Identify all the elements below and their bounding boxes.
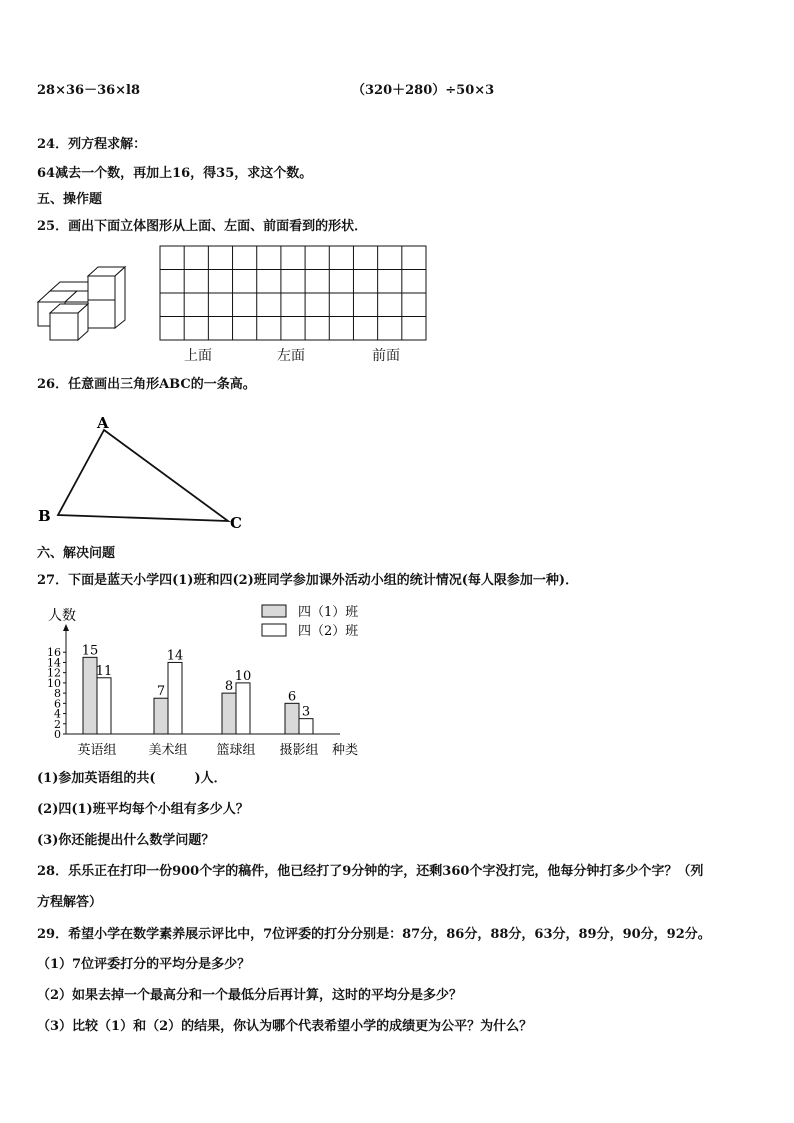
- bar: [236, 683, 250, 734]
- bar-value-label: 6: [287, 689, 297, 705]
- q28-line2: 方程解答）: [37, 895, 103, 910]
- y-tick-label: 14: [47, 656, 61, 670]
- vertex-a-label: A: [97, 414, 109, 432]
- q27-sub2: (2)四(1)班平均每个小组有多少人？: [37, 802, 249, 817]
- bar-value-label: 3: [301, 704, 311, 720]
- x-axis-label: 种类: [332, 743, 359, 758]
- legend-swatch: [262, 624, 286, 636]
- bar-value-label: 10: [234, 668, 252, 684]
- q27-sub1: (1)参加英语组的共( )人．: [37, 771, 227, 786]
- q29-sub2: （2）如果去掉一个最高分和一个最低分后再计算，这时的平均分是多少？: [37, 988, 463, 1003]
- vertex-b-label: B: [38, 507, 51, 525]
- category-label: 美术组: [148, 743, 188, 758]
- q27-title: 27．下面是蓝天小学四(1)班和四(2)班同学参加课外活动小组的统计情况(每人限参加一种)．: [37, 573, 579, 588]
- q27-sub3: (3)你还能提出什么数学问题？: [37, 833, 215, 848]
- y-tick-label: 2: [54, 717, 61, 731]
- y-tick-label: 16: [47, 646, 61, 660]
- q24-text: 64减去一个数，再加上16，得35，求这个数。: [37, 166, 313, 181]
- vertex-c-label: C: [230, 514, 242, 532]
- cube-figure: [34, 262, 134, 342]
- expression-right: （320＋280）÷50×3: [352, 83, 495, 98]
- triangle-abc: [36, 410, 256, 535]
- y-tick-label: 12: [47, 666, 61, 680]
- view-label-top: 上面: [184, 348, 212, 364]
- bar-value-label: 11: [95, 663, 113, 679]
- bar-value-label: 8: [224, 679, 234, 695]
- y-tick-label: 8: [54, 687, 61, 701]
- expression-left: 28×36－36×l8: [37, 83, 141, 98]
- section-6-heading: 六、解决问题: [37, 546, 116, 561]
- y-tick-label: 0: [54, 728, 61, 741]
- y-tick-label: 10: [47, 676, 61, 690]
- bar: [154, 698, 168, 734]
- bar: [168, 662, 182, 734]
- bar-value-label: 14: [166, 648, 184, 664]
- q24-title: 24．列方程求解：: [37, 137, 147, 152]
- category-label: 篮球组: [216, 743, 256, 758]
- q25-title: 25．画出下面立体图形从上面、左面、前面看到的形状．: [37, 219, 368, 234]
- bar-value-label: 7: [156, 684, 166, 700]
- section-5-heading: 五、操作题: [37, 192, 103, 207]
- bar: [222, 693, 236, 734]
- legend-label: 四（1）班: [298, 605, 359, 620]
- y-axis-arrow: [63, 624, 69, 631]
- category-label: 英语组: [77, 743, 117, 758]
- y-tick-label: 6: [54, 697, 61, 711]
- q29-sub1: （1）7位评委打分的平均分是多少？: [37, 957, 251, 972]
- bar: [299, 719, 313, 734]
- bar: [97, 678, 111, 734]
- legend-label: 四（2）班: [298, 624, 359, 639]
- q28-line1: 28．乐乐正在打印一份900个字的稿件，他已经打了9分钟的字，还剩360个字没打完，他每分钟打多少个字？（列: [37, 864, 704, 879]
- legend-swatch: [262, 605, 286, 617]
- y-axis-label: 人数: [48, 608, 76, 624]
- drawing-grid: [159, 245, 427, 341]
- view-label-front: 前面: [372, 348, 400, 364]
- q26-title: 26．任意画出三角形ABC的一条高。: [37, 377, 256, 392]
- q29-sub3: （3）比较（1）和（2）的结果，你认为哪个代表希望小学的成绩更为公平？为什么？: [37, 1019, 533, 1034]
- activity-bar-chart: [40, 600, 380, 762]
- q29-title: 29．希望小学在数学素养展示评比中，7位评委的打分分别是：87分，86分，88分，63分，89分，90分，92分。: [37, 927, 711, 942]
- y-tick-label: 4: [54, 707, 61, 721]
- bar: [285, 703, 299, 734]
- bar-value-label: 15: [81, 643, 99, 659]
- category-label: 摄影组: [279, 743, 319, 758]
- view-label-left: 左面: [277, 348, 305, 364]
